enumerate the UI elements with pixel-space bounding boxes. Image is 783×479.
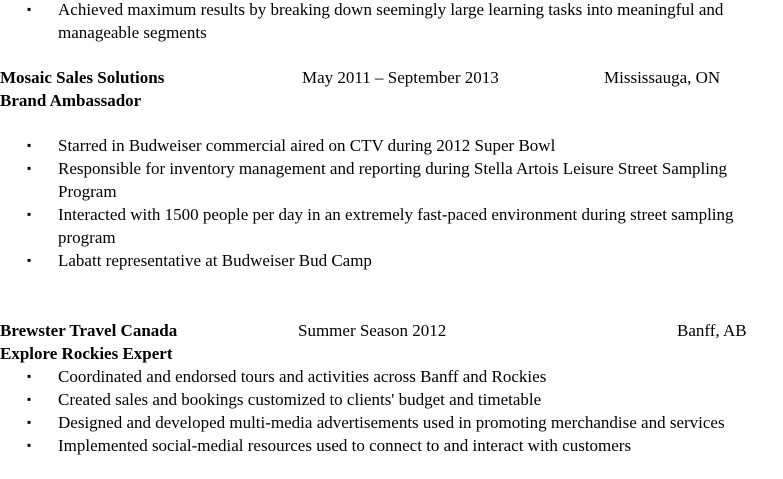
bullet-icon: ▪ — [27, 253, 32, 267]
job-bullet-list — [0, 134, 783, 272]
job-location: Banff, AB — [677, 321, 747, 340]
job-dates: May 2011 – September 2013 — [302, 68, 499, 87]
list-item — [0, 434, 783, 457]
bullet-text: Starred in Budweiser commercial aired on CTV during 2012 Super Bowl — [58, 136, 556, 155]
intro-bullet-list — [0, 0, 783, 44]
bullet-text: Implemented social-medial resources used to connect to and interact with customers — [58, 436, 632, 455]
list-item — [0, 249, 783, 272]
bullet-icon: ▪ — [27, 369, 32, 383]
job-title: Explore Rockies Expert — [0, 344, 173, 363]
bullet-icon: ▪ — [27, 415, 32, 429]
bullet-icon: ▪ — [27, 207, 32, 221]
bullet-text: Coordinated and endorsed tours and activities across Banff and Rockies — [58, 367, 547, 386]
bullet-text: Designed and developed multi-media advertisements used in promoting merchandise and services — [58, 413, 725, 432]
bullet-icon: ▪ — [27, 161, 32, 175]
job-dates: Summer Season 2012 — [298, 321, 447, 340]
bullet-icon: ▪ — [27, 438, 32, 452]
bullet-icon: ▪ — [27, 2, 32, 16]
company-name: Brewster Travel Canada — [0, 321, 178, 340]
list-item — [0, 157, 783, 203]
list-item — [0, 134, 783, 157]
list-item — [0, 0, 783, 44]
company-name: Mosaic Sales Solutions — [0, 68, 165, 87]
list-item — [0, 411, 783, 434]
list-item — [0, 203, 783, 249]
job-header — [0, 66, 783, 89]
job-bullet-list — [0, 365, 783, 457]
job-title: Brand Ambassador — [0, 91, 142, 110]
list-item — [0, 365, 783, 388]
job-header — [0, 319, 783, 342]
job-entry-mosaic — [0, 66, 783, 272]
bullet-icon: ▪ — [27, 138, 32, 152]
bullet-text: Interacted with 1500 people per day in an extremely fast-paced environment during street sampling program — [58, 205, 734, 247]
bullet-text: Created sales and bookings customized to clients' budget and timetable — [58, 390, 542, 409]
bullet-icon: ▪ — [27, 392, 32, 406]
bullet-text: Labatt representative at Budweiser Bud Camp — [58, 251, 372, 270]
job-location: Mississauga, ON — [604, 68, 721, 87]
bullet-text: Responsible for inventory management and reporting during Stella Artois Leisure Street Sampling Program — [58, 159, 728, 201]
bullet-text: Achieved maximum results by breaking down seemingly large learning tasks into meaningful and manageable segments — [58, 0, 724, 42]
job-entry-brewster — [0, 319, 783, 457]
list-item — [0, 388, 783, 411]
